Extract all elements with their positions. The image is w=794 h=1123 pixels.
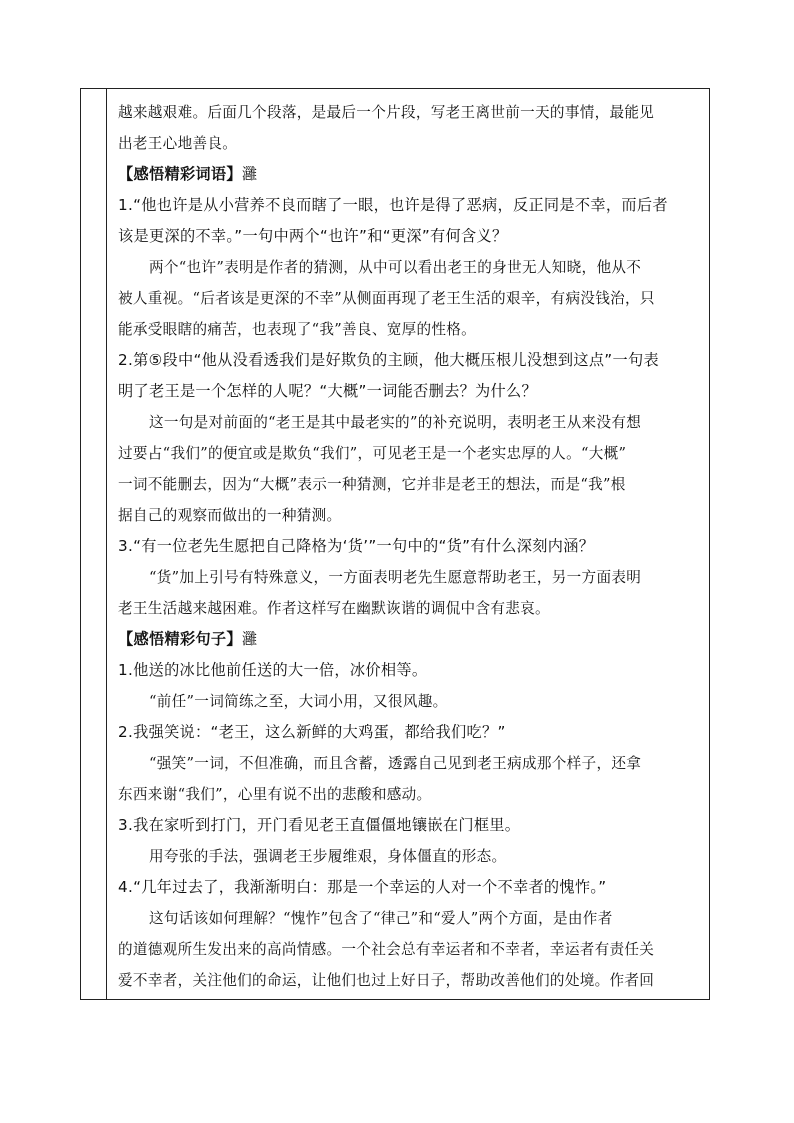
table-content-cell xyxy=(118,97,703,996)
answer-line: 两个“也许”表明是作者的猜测，从中可以看出老王的身世无人知晓，他从不 xyxy=(149,259,642,276)
sentence-line: 3.我在家听到打门，开门看见老王直僵僵地镶嵌在门框里。 xyxy=(118,816,521,834)
answer-line: 用夸张的手法，强调老王步履维艰，身体僵直的形态。 xyxy=(149,848,507,865)
question-line: 2.第⑤段中“他从没看透我们是好欺负的主顾，他大概压根儿没想到这点”一句表 xyxy=(118,351,659,369)
answer-line: 据自己的观察而做出的一种猜测。 xyxy=(118,507,342,524)
answer-line: 一词不能删去，因为“大概”表示一种猜测，它并非是老王的想法，而是“我”根 xyxy=(118,476,626,493)
sentence-line: 1.他送的冰比他前任送的大一倍，冰价相等。 xyxy=(118,661,428,679)
answer-line: 这一句是对前面的“老王是其中最老实的”的补充说明，表明老王从来没有想 xyxy=(149,414,642,431)
question-line: 该是更深的不幸。”一句中两个“也许”和“更深”有何含义？ xyxy=(118,227,508,245)
table-left-column xyxy=(81,89,107,999)
table-frame xyxy=(80,88,710,1000)
answer-line: 爱不幸者，关注他们的命运，让他们也过上好日子，帮助改善他们的处境。作者回 xyxy=(118,972,655,989)
heading-text: 【感悟精彩词语】 xyxy=(118,165,242,183)
answer-line: 被人重视。“后者该是更深的不幸”从侧面再现了老王生活的艰辛，有病没钱治，只 xyxy=(118,290,655,307)
sentence-line: 2.我强笑说：“老王，这么新鲜的大鸡蛋，都给我们吃？” xyxy=(118,723,506,741)
answer-line: 过要占“我们”的便宜或是欺负“我们”，可见老王是一个老实忠厚的人。“大概” xyxy=(118,445,627,462)
answer-line: 东西来谢“我们”，心里有说不出的悲酸和感动。 xyxy=(118,786,432,803)
answer-line: 老王生活越来越困难。作者这样写在幽默诙谐的调侃中含有悲哀。 xyxy=(118,600,550,617)
intro-line: 越来越艰难。后面几个段落，是最后一个片段，写老王离世前一天的事情，最能见 xyxy=(118,104,655,121)
answer-line: “货”加上引号有特殊意义，一方面表明老先生愿意帮助老王，另一方面表明 xyxy=(149,569,642,586)
answer-line: 能承受眼瞎的痛苦，也表现了“我”善良、宽厚的性格。 xyxy=(118,321,477,338)
heading-text: 【感悟精彩句子】 xyxy=(118,630,242,648)
heading-mark: 灉 xyxy=(241,165,258,183)
section-heading-words xyxy=(118,159,703,190)
answer-line: 这句话该如何理解？“愧怍”包含了“律己”和“爱人”两个方面，是由作者 xyxy=(149,910,613,927)
question-line: 1.“他也许是从小营养不良而瞎了一眼，也许是得了恶病，反正同是不幸，而后者 xyxy=(118,196,668,214)
section-heading-sentences xyxy=(118,624,703,655)
heading-mark: 灉 xyxy=(241,630,258,648)
sentence-line: 4.“几年过去了，我渐渐明白：那是一个幸运的人对一个不幸者的愧怍。” xyxy=(118,878,607,896)
intro-line: 出老王心地善良。 xyxy=(118,135,238,152)
answer-line: “强笑”一词，不但准确，而且含蓄，透露自己见到老王病成那个样子，还拿 xyxy=(149,755,642,772)
answer-line: 的道德观所生发出来的高尚情感。一个社会总有幸运者和不幸者，幸运者有责任关 xyxy=(118,941,655,958)
question-line: 明了老王是一个怎样的人呢？“大概”一词能否删去？为什么？ xyxy=(118,382,538,400)
question-line: 3.“有一位老先生愿把自己降格为‘货’”一句中的“货”有什么深刻内涵？ xyxy=(118,537,595,555)
answer-line: “前任”一词简练之至，大词小用，又很风趣。 xyxy=(149,693,448,710)
